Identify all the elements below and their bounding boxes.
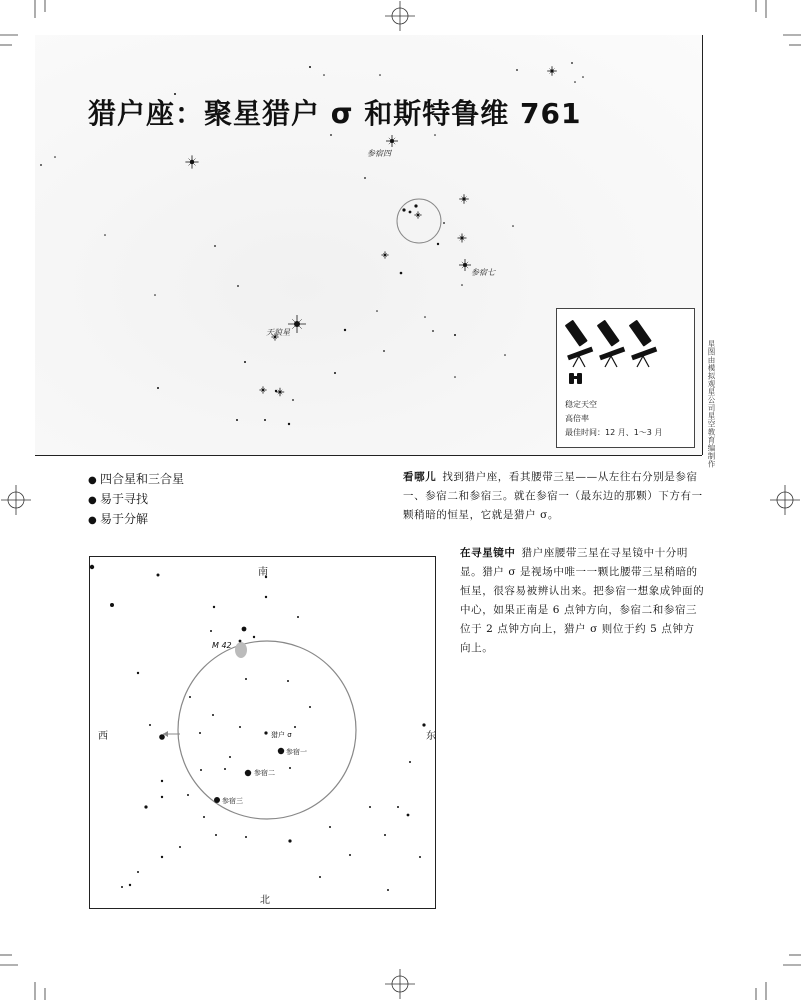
small-star — [434, 134, 436, 136]
sigma-ori-circle — [397, 199, 441, 243]
finder-star — [161, 796, 163, 798]
small-star — [424, 316, 426, 318]
telescope-icon — [597, 320, 620, 347]
small-star — [454, 376, 456, 378]
label-alnitak: 参宿一 — [286, 748, 307, 756]
small-star — [402, 208, 405, 211]
finder-star — [419, 856, 421, 858]
small-star — [512, 225, 514, 227]
finder-star — [297, 616, 299, 618]
small-star — [574, 81, 576, 83]
finder-star — [245, 678, 247, 680]
label-mintaka: 参宿三 — [222, 797, 243, 805]
chart-bottom-rule — [35, 455, 702, 456]
refractor-icon — [567, 347, 593, 367]
star-sigma-ori — [264, 731, 267, 734]
finder-star — [149, 724, 151, 726]
info-sky: 稳定天空 — [565, 400, 597, 409]
small-star — [236, 419, 238, 421]
finder-star — [189, 696, 191, 698]
page-title: 猎户座：聚星猎户 σ 和斯特鲁维 761 — [88, 97, 582, 130]
finder-star — [329, 826, 331, 828]
small-star — [264, 419, 266, 421]
refractor-icon — [631, 347, 657, 367]
finder-star — [229, 756, 231, 758]
small-star — [504, 354, 506, 356]
side-credit: 星图由模拟观星公司星空教育编制作 — [707, 340, 716, 468]
star-west-bright — [159, 734, 165, 740]
small-star — [214, 245, 216, 247]
finder-paragraph — [460, 544, 705, 658]
finder-star — [137, 871, 139, 873]
finder-star — [253, 636, 255, 638]
finder-star — [129, 884, 131, 886]
finder-star — [319, 876, 321, 878]
label-alnilam: 参宿二 — [254, 769, 275, 777]
small-star — [437, 243, 439, 245]
info-best-time: 最佳时间：12 月、1～3 月 — [565, 428, 663, 437]
small-star — [334, 372, 336, 374]
info-magnification: 高倍率 — [565, 414, 589, 423]
small-star — [323, 74, 325, 76]
small-star — [582, 76, 584, 78]
small-star — [288, 423, 290, 425]
observing-info-box — [556, 308, 695, 448]
finder-star — [384, 834, 386, 836]
star-mintaka — [214, 797, 220, 803]
small-star — [157, 387, 159, 389]
small-star — [461, 284, 463, 286]
star-nw — [110, 603, 114, 607]
finder-star — [215, 834, 217, 836]
small-star — [104, 234, 106, 236]
label-rigel: 参宿七 — [471, 268, 495, 277]
finder-star — [161, 780, 163, 782]
m42-nebula — [235, 642, 247, 658]
finder-text: 猎户座腰带三星在寻星镜中十分明显。猎户 σ 是视场中唯一一颗比腰带三星稍暗的恒星，很容易被辨认出来。把参宿一想象成钟面的中心，如果正南是 6 点钟方向，参宿二和参宿三位于 2 点钟方向上，猎户 σ 则位于约 5 点钟方向上。 — [460, 547, 705, 654]
features-list — [88, 470, 184, 530]
finder-star — [200, 769, 202, 771]
finder-star — [239, 726, 241, 728]
small-star — [379, 74, 381, 76]
label-betelgeuse: 参宿四 — [367, 149, 391, 158]
small-star — [400, 272, 403, 275]
small-star — [571, 62, 573, 64]
star-betelgeuse — [386, 135, 398, 147]
star-top-right — [547, 66, 557, 76]
star-cluster-b — [259, 386, 266, 393]
star-iota — [242, 627, 247, 632]
feature-item: ● 易于寻找 — [88, 492, 149, 506]
finder-star — [288, 839, 291, 842]
telescope-icon — [565, 320, 588, 347]
small-star — [275, 390, 277, 392]
small-star — [376, 310, 378, 312]
small-star — [409, 211, 412, 214]
star-alnitak — [278, 748, 284, 754]
small-star — [244, 361, 246, 363]
finder-chart — [89, 556, 436, 909]
finder-star — [265, 596, 267, 598]
finder-star — [212, 714, 214, 716]
star-top-left-bright — [185, 155, 198, 168]
finder-star — [349, 854, 351, 856]
label-m42: M 42 — [212, 641, 232, 650]
finder-star — [409, 761, 411, 763]
finder-star — [161, 856, 163, 858]
finder-star — [121, 886, 123, 888]
small-star — [54, 156, 56, 158]
small-star — [154, 294, 156, 296]
star-belt-a — [458, 234, 467, 243]
small-star — [309, 66, 311, 68]
finder-star — [397, 806, 399, 808]
where-to-look-paragraph — [403, 468, 705, 525]
finder-star — [210, 630, 212, 632]
feature-item: ● 易于分解 — [88, 512, 149, 526]
star-alnilam — [245, 770, 251, 776]
binoculars-icon — [569, 373, 582, 384]
finder-star — [179, 846, 181, 848]
finder-fov-circle — [178, 641, 356, 819]
where-to-look-heading: 看哪儿 — [403, 471, 437, 483]
star-rigel — [459, 259, 471, 271]
chart-right-rule — [702, 35, 703, 455]
dir-south: 南 — [258, 567, 268, 578]
finder-star — [407, 814, 410, 817]
small-star — [414, 204, 417, 207]
small-star — [364, 177, 366, 179]
finder-star — [187, 794, 189, 796]
small-star — [432, 330, 434, 332]
finder-star — [245, 836, 247, 838]
star-belt-b — [414, 211, 421, 218]
small-star — [516, 69, 518, 71]
small-star — [40, 164, 42, 166]
star-corner — [90, 565, 94, 569]
star-mid — [381, 251, 388, 258]
telescope-binocular-icons — [557, 309, 694, 389]
finder-star — [369, 806, 371, 808]
finder-heading: 在寻星镜中 — [460, 547, 516, 559]
finder-star — [309, 706, 311, 708]
small-star — [383, 350, 385, 352]
label-sigma-ori: 猎户 σ — [271, 731, 292, 739]
finder-star — [203, 816, 205, 818]
finder-star — [294, 726, 296, 728]
small-star — [443, 222, 445, 224]
finder-star — [387, 889, 389, 891]
star-sirius — [288, 315, 306, 333]
dir-west: 西 — [98, 731, 108, 742]
star-bellatrix-area — [459, 194, 469, 204]
finder-star — [287, 680, 289, 682]
finder-star — [213, 606, 215, 608]
finder-star — [289, 767, 291, 769]
finder-star — [239, 640, 242, 643]
small-star — [344, 329, 346, 331]
finder-star — [224, 768, 226, 770]
small-star — [454, 334, 456, 336]
finder-star — [144, 805, 147, 808]
telescope-icon — [629, 320, 652, 347]
dir-north: 北 — [260, 895, 270, 906]
star-cluster — [276, 388, 284, 396]
dir-east: 东 — [426, 731, 436, 742]
where-to-look-text: 找到猎户座，看其腰带三星——从左往右分别是参宿一、参宿二和参宿三。就在参宿一（最东边的那颗）下方有一颗稍暗的恒星，它就是猎户 σ。 — [403, 471, 703, 521]
refractor-icon — [599, 347, 625, 367]
small-star — [237, 285, 239, 287]
label-sirius: 天狼星 — [266, 328, 290, 337]
finder-star — [199, 732, 201, 734]
feature-item: ● 四合星和三合星 — [88, 472, 185, 486]
finder-star — [137, 672, 139, 674]
finder-star — [157, 574, 160, 577]
finder-star-field — [90, 557, 437, 910]
small-star — [330, 134, 332, 136]
small-star — [292, 399, 294, 401]
